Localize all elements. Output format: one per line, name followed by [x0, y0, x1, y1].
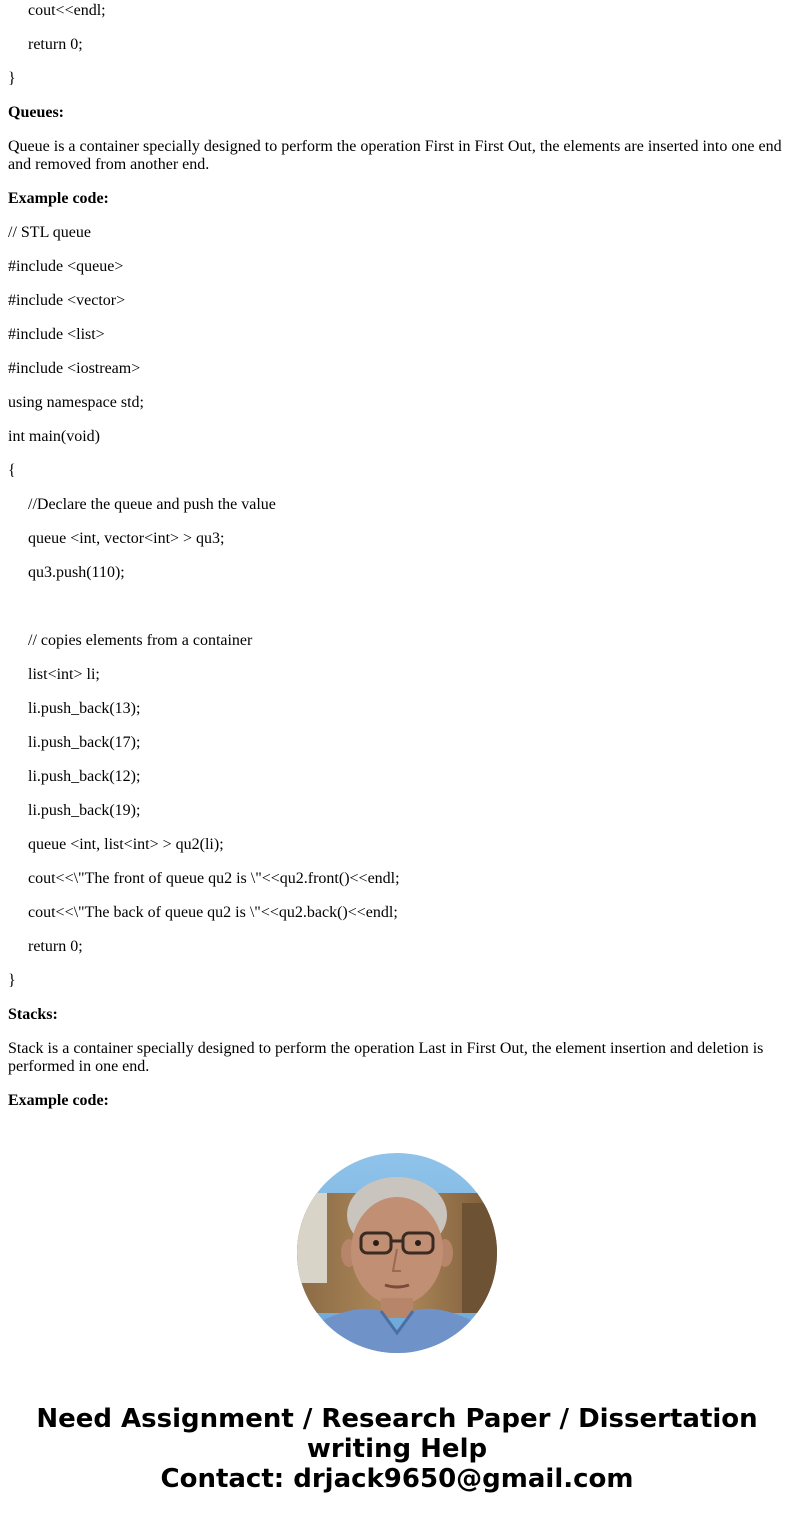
code-line: li.push_back(19);	[28, 802, 141, 819]
example-code-label: Example code:	[8, 1092, 109, 1109]
code-line: queue <int, list<int> > qu2(li);	[28, 836, 224, 853]
code-line: // copies elements from a container	[28, 632, 253, 649]
code-line: list<int> li;	[28, 666, 100, 683]
code-line: li.push_back(12);	[28, 768, 141, 785]
code-line: qu3.push(110);	[28, 564, 125, 581]
queues-description: Queue is a container specially designed to perform the operation First in First Out, the elements are inserted into one end and removed from another end.	[8, 138, 782, 173]
code-line: return 0;	[28, 938, 83, 955]
code-line: li.push_back(17);	[28, 734, 141, 751]
code-line: #include <list>	[8, 326, 105, 343]
help-banner-line: Need Assignment / Research Paper / Dissertation	[36, 1404, 758, 1434]
contact-email: Contact: drjack9650@gmail.com	[160, 1464, 634, 1494]
person-photo-icon	[297, 1153, 497, 1353]
code-line: }	[8, 70, 16, 87]
code-line: }	[8, 972, 16, 989]
code-line: cout<<\"The front of queue qu2 is \"<<qu2.front()<<endl;	[28, 870, 400, 887]
code-line: // STL queue	[8, 224, 91, 241]
author-avatar	[297, 1153, 497, 1353]
code-line: li.push_back(13);	[28, 700, 141, 717]
code-line: int main(void)	[8, 428, 100, 445]
code-line: #include <iostream>	[8, 360, 141, 377]
help-banner-line: writing Help	[306, 1434, 488, 1464]
code-line: #include <queue>	[8, 258, 124, 275]
example-code-label: Example code:	[8, 190, 109, 207]
section-heading-queues: Queues:	[8, 104, 64, 121]
code-line: #include <vector>	[8, 292, 126, 309]
code-line: //Declare the queue and push the value	[28, 496, 276, 513]
code-line: using namespace std;	[8, 394, 144, 411]
code-line: {	[8, 462, 16, 479]
stacks-description: Stack is a container specially designed to perform the operation Last in First Out, the element insertion and deletion is performed in one end.	[8, 1040, 764, 1075]
code-line: return 0;	[28, 36, 83, 53]
code-line: cout<<\"The back of queue qu2 is \"<<qu2.back()<<endl;	[28, 904, 398, 921]
code-line: cout<<endl;	[28, 2, 106, 19]
code-line: queue <int, vector<int> > qu3;	[28, 530, 225, 547]
section-heading-stacks: Stacks:	[8, 1006, 58, 1023]
